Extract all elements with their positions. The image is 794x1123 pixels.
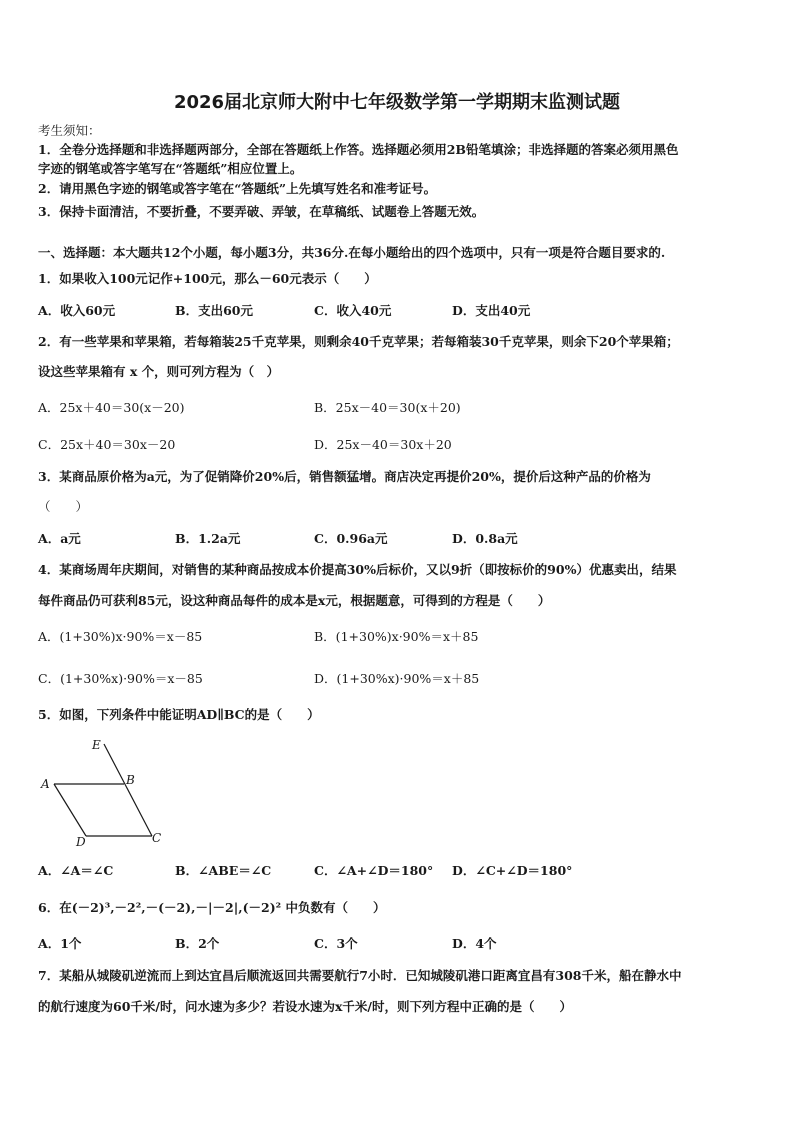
q4-option-c: C．(1+30%x)·90%＝x－85 [38,671,203,686]
parallelogram-figure [36,734,176,850]
q4-option-d: D．(1+30%x)·90%＝x＋85 [314,671,480,686]
q1-option-b: B．支出60元 [175,303,253,318]
notice-item: 1．全卷分选择题和非选择题两部分，全部在答题纸上作答。选择题必须用2B铅笔填涂；非选择题的答案必须用黑色 [38,142,679,157]
q2-option-a: A．25x＋40＝30(x－20) [38,400,185,415]
q6-option-d: D．4个 [452,936,497,951]
question-4-stem-cont: 每件商品仍可获利85元，设这种商品每件的成本是x元，根据题意，可得到的方程是（ ） [38,593,551,608]
question-3-stem-cont: （ ） [38,499,89,514]
question-7-stem-cont: 的航行速度为60千米/时，问水速为多少？若设水速为x千米/时，则下列方程中正确的是（ ） [38,999,572,1014]
question-3-stem: 3．某商品原价格为a元，为了促销降价20%后，销售额猛增。商店决定再提价20%，提价后这种产品的价格为 [38,469,651,484]
label-d: D [76,835,86,849]
question-1-stem: 1．如果收入100元记作+100元，那么－60元表示（ ） [38,271,377,286]
q3-option-b: B．1.2a元 [175,531,241,546]
notice-item: 字迹的钢笔或答字笔写在“答题纸”相应位置上。 [38,161,303,176]
notice-item: 3．保持卡面清洁，不要折叠，不要弄破、弄皱，在草稿纸、试题卷上答题无效。 [38,204,485,219]
segment-ad [54,784,86,836]
line-ec [104,744,152,836]
q6-option-b: B．2个 [175,936,220,951]
q5-option-b: B．∠ABE＝∠C [175,863,272,878]
q2-option-d: D．25x－40＝30x＋20 [314,437,452,452]
q6-option-a: A．1个 [38,936,82,951]
notice-heading: 考生须知： [38,123,101,138]
q5-option-d: D．∠C+∠D＝180° [452,863,573,878]
q3-option-d: D．0.8a元 [452,531,518,546]
q5-option-c: C．∠A+∠D＝180° [314,863,434,878]
q3-option-c: C．0.96a元 [314,531,388,546]
question-2-stem: 2．有一些苹果和苹果箱，若每箱装25千克苹果，则剩余40千克苹果；若每箱装30千克苹果，则余下20个苹果箱； [38,334,679,349]
q1-option-c: C．收入40元 [314,303,392,318]
question-4-stem: 4．某商场周年庆期间，对销售的某种商品按成本价提高30%后标价，又以9折（即按标价的90%）优惠卖出，结果 [38,562,677,577]
question-6-stem: 6．在(－2)³,－2²,－(－2),－|－2|,(－2)² 中负数有（ ） [38,900,386,915]
label-e: E [92,738,101,752]
question-5-stem: 5．如图，下列条件中能证明AD∥BC的是（ ） [38,707,320,722]
question-2-stem-cont: 设这些苹果箱有 x 个，则可列方程为（ ） [38,364,280,379]
question-7-stem: 7．某船从城陵矶逆流而上到达宜昌后顺流返回共需要航行7小时．已知城陵矶港口距离宜昌有308千米，船在静水中 [38,968,682,983]
notice-item: 2．请用黑色字迹的钢笔或答字笔在“答题纸”上先填写姓名和准考证号。 [38,181,437,196]
q5-option-a: A．∠A＝∠C [38,863,114,878]
q2-option-c: C．25x＋40＝30x－20 [38,437,176,452]
label-a: A [41,777,50,791]
q1-option-a: A．收入60元 [38,303,116,318]
q4-option-a: A．(1+30%)x·90%＝x－85 [38,629,203,644]
q6-option-c: C．3个 [314,936,358,951]
q3-option-a: A．a元 [38,531,81,546]
q4-option-b: B．(1+30%)x·90%＝x＋85 [314,629,479,644]
label-b: B [126,773,135,787]
label-c: C [152,831,162,845]
q2-option-b: B．25x－40＝30(x＋20) [314,400,461,415]
page-title: 2026届北京师大附中七年级数学第一学期期末监测试题 [173,92,621,113]
section-heading: 一、选择题：本大题共12个小题，每小题3分，共36分.在每小题给出的四个选项中，只有一项是符合题目要求的. [38,245,666,260]
q1-option-d: D．支出40元 [452,303,531,318]
